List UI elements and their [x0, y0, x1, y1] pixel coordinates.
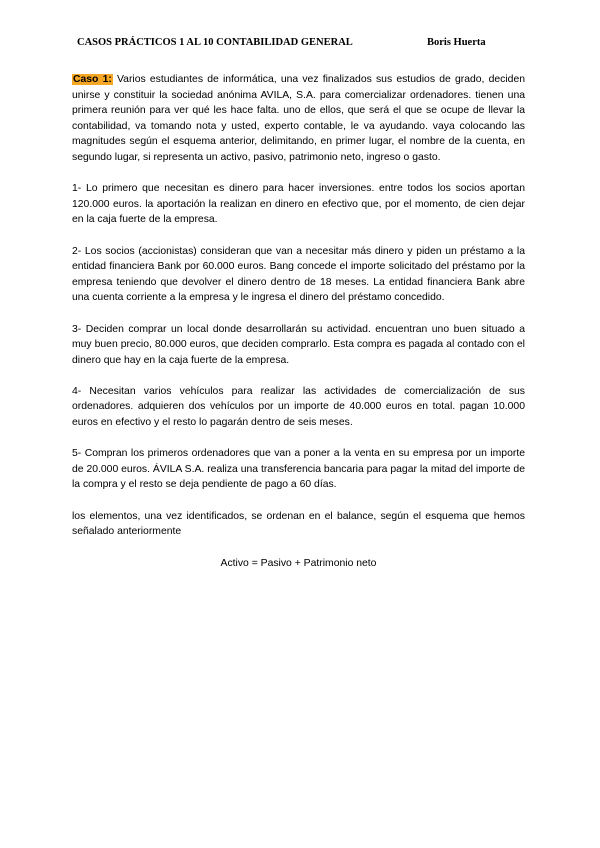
case-intro-paragraph — [72, 72, 525, 166]
item-3-paragraph: 3- Deciden comprar un local donde desarrollarán su actividad. encuentran uno buen situado a muy buen precio, 80.000 euros, que deciden comprarlo. Esta compra es pagada al contado con el dinero que hay en la caja fuerte de la empresa. — [72, 323, 525, 366]
case-label: Caso 1: — [73, 74, 112, 85]
item-1-paragraph: 1- Lo primero que necesitan es dinero para hacer inversiones. entre todos los socios aportan 120.000 euros. la aportación la realizan en dinero en efectivo que, por el momento, de cien dejar en la caja fuerte de la empresa. — [72, 183, 525, 226]
item-4-paragraph: 4- Necesitan varios vehículos para realizar las actividades de comercialización de sus ordenadores. adquieren dos vehículos por un importe de 40.000 euros en total. pagan 10.000 euros en efectivo y el resto lo pagarán dentro de seis meses. — [72, 385, 525, 429]
document-author: Boris Huerta — [427, 37, 486, 48]
document-body — [72, 72, 525, 555]
balance-formula: Activo = Pasivo + Patrimonio neto — [220, 558, 377, 569]
case-intro-text: Varios estudiantes de informática, una vez finalizados sus estudios de grado, deciden unirse y constituir la sociedad anónima AVILA, S.A. para comercializar ordenadores. tienen una primera reunión para ver qué les hace falta. uno de ellos, que será el que se ocupe de llevar la contabilidad, va tomando nota y usted, experto contable, le va ayudando. vaya colocando las magnitudes según el esquema anterior, delimitando, en primer lugar, el nombre de la cuenta, en segundo lugar, si representa un activo, pasivo, patrimonio neto, ingreso o gasto. — [72, 74, 525, 163]
item-2-paragraph: 2- Los socios (accionistas) consideran que van a necesitar más dinero y piden un préstamo a la entidad financiera Bank por 60.000 euros. Bang concede el importe solicitado del préstamo por la empresa teniendo que devolver el dinero dentro de 18 meses. La entidad financiera Bank abre una cuenta corriente a la empresa y le ingresa el dinero del préstamo concedido. — [72, 245, 525, 304]
document-title: CASOS PRÁCTICOS 1 AL 10 CONTABILIDAD GENERAL — [77, 37, 353, 48]
closing-paragraph: los elementos, una vez identificados, se ordenan en el balance, según el esquema que hemos señalado anteriormente — [72, 510, 525, 538]
item-5-paragraph: 5- Compran los primeros ordenadores que van a poner a la venta en su empresa por un importe de 20.000 euros. ÁVILA S.A. realiza una transferencia bancaria para pagar la mitad del importe de la compra y el resto se deja pendiente de pago a 60 días. — [72, 448, 525, 491]
